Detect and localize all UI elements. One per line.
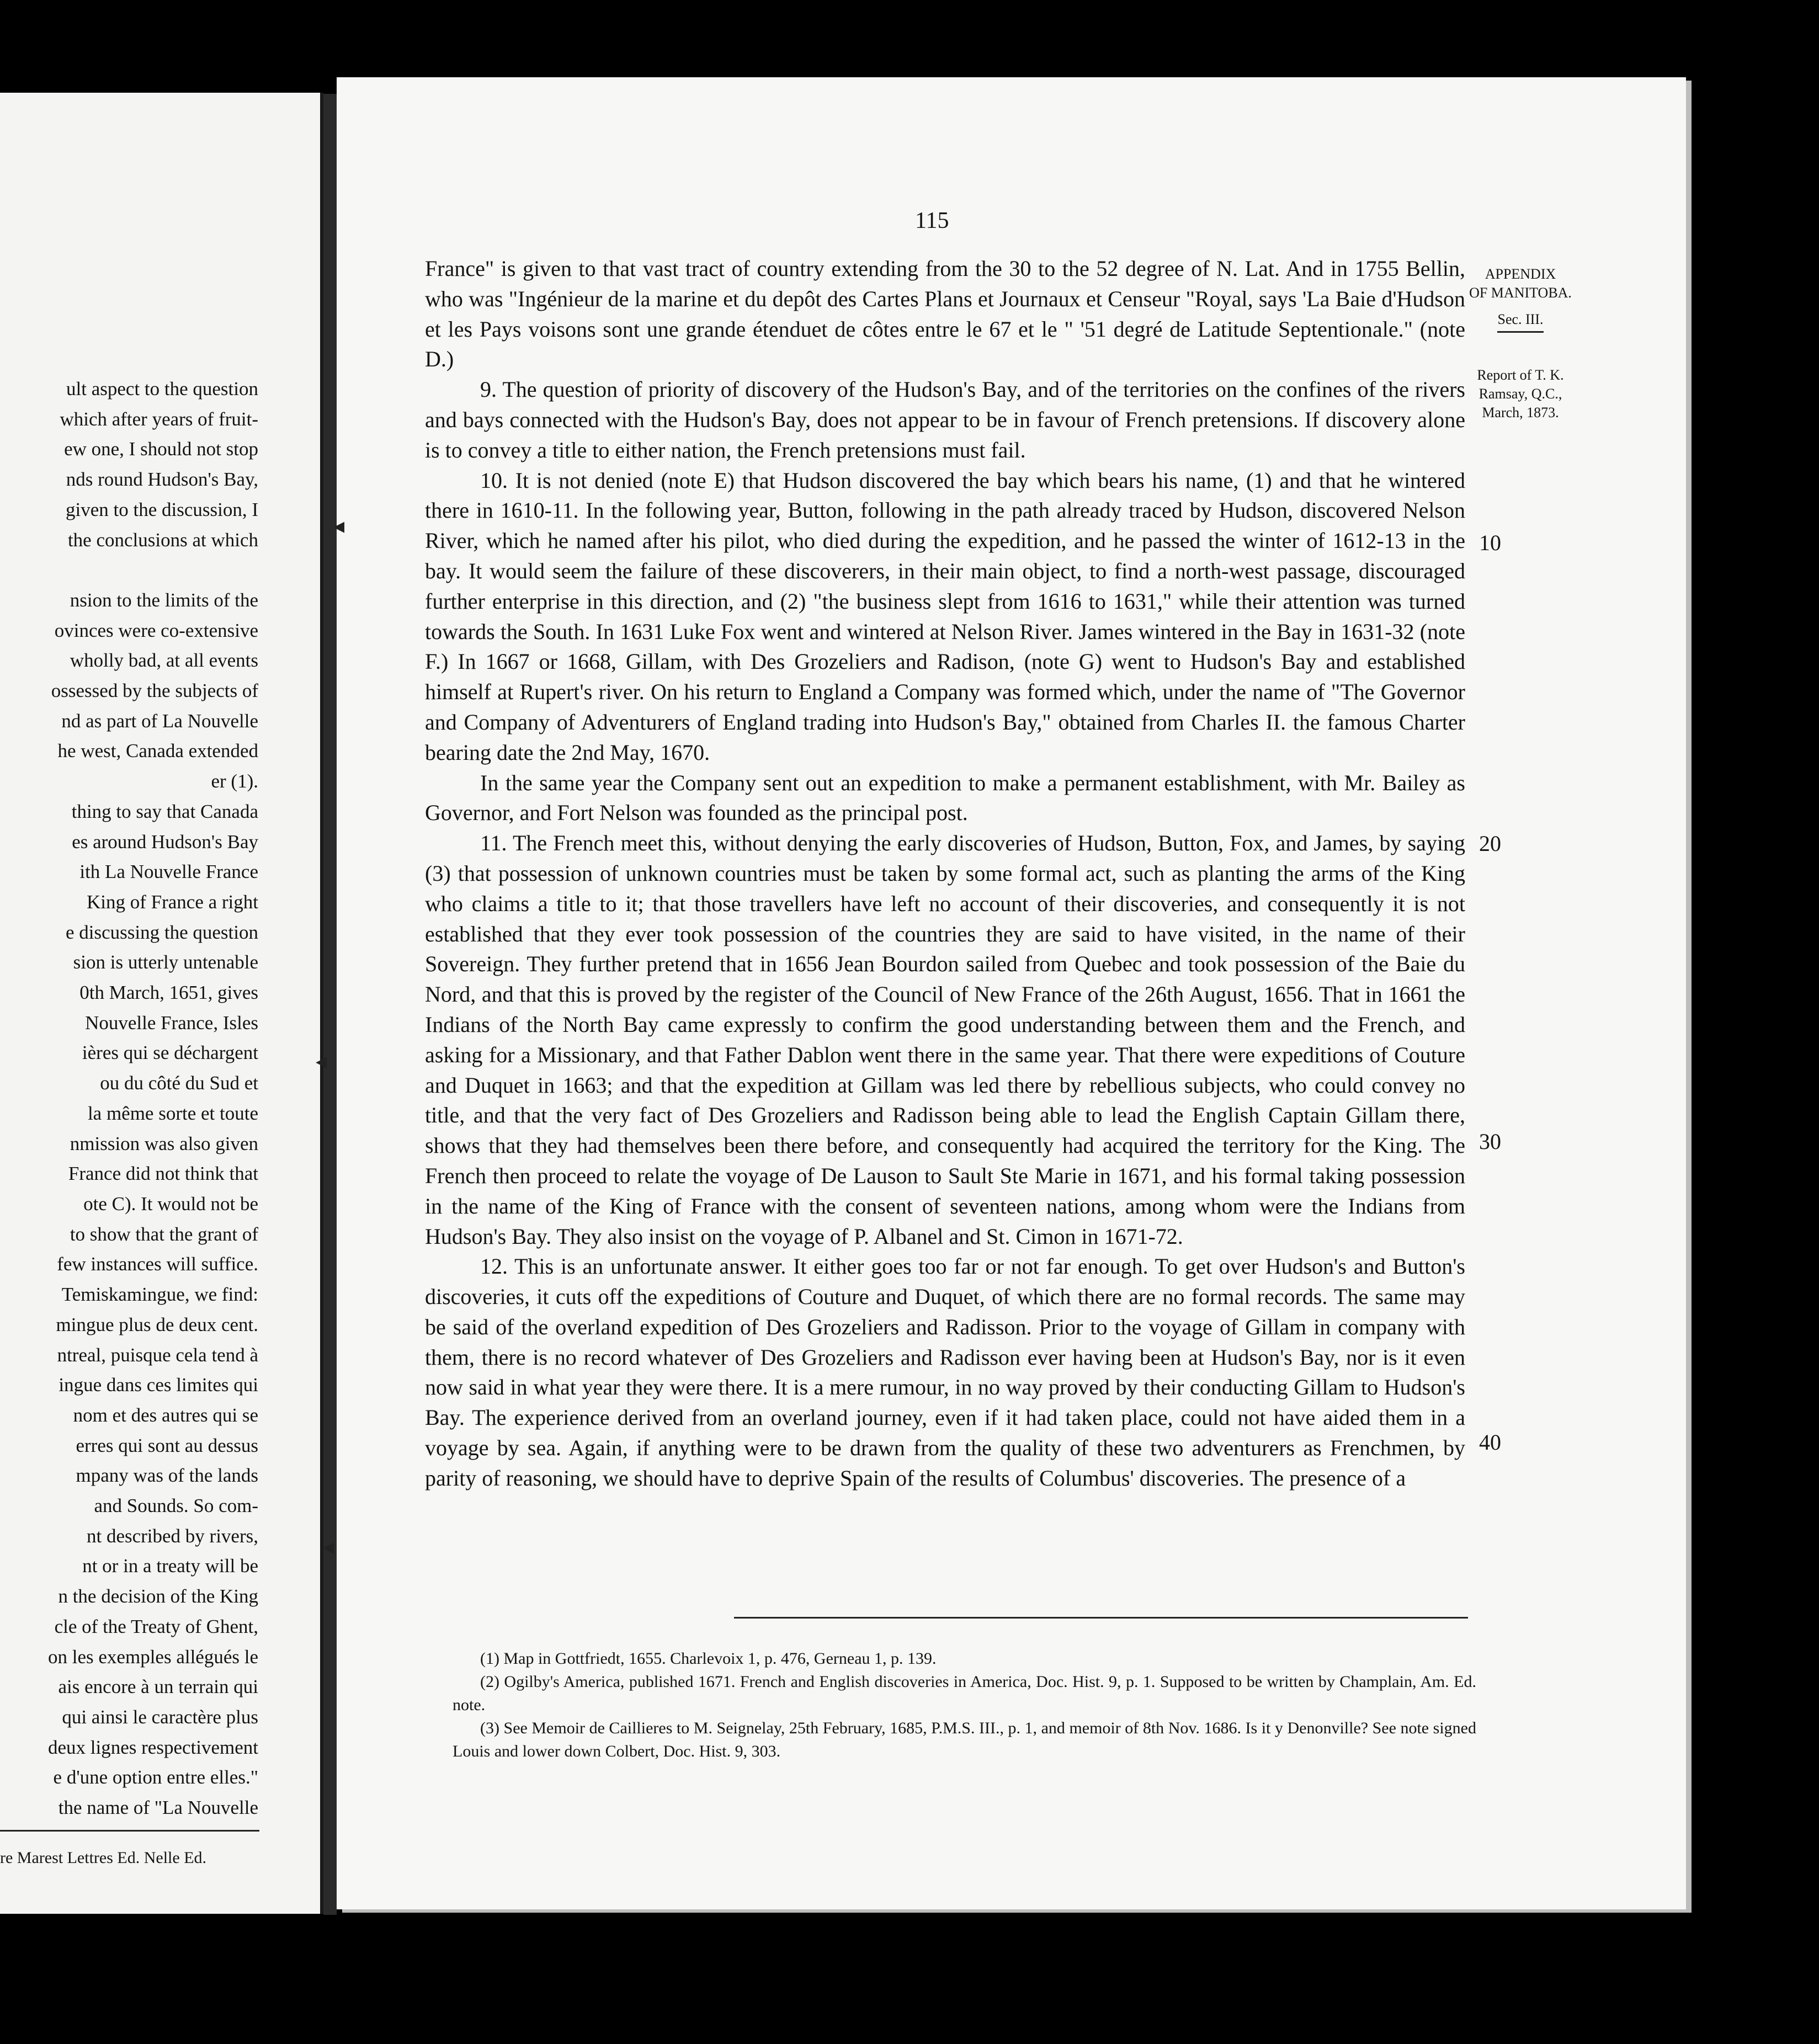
left-page-line — [0, 555, 258, 585]
paragraph: In the same year the Company sent out an expedition to make a permanent establishment, with Mr. Bailey as Governor, and Fort Nelson was founded as the principal post. — [425, 770, 1465, 826]
left-page-line: ntreal, puisque cela tend à — [57, 1344, 258, 1366]
left-page-line: nmission was also given — [70, 1132, 258, 1154]
footnote: (2) Ogilby's America, published 1671. French and English discoveries in America, Doc. Hist. 9, p. 1. Supposed to be written by Champlain, Am. Ed. note. — [453, 1673, 1476, 1714]
left-page-line: King of France a right — [86, 891, 258, 913]
left-page-line: the name of "La Nouvelle — [58, 1797, 258, 1819]
left-page-line: Temiskamingue, we find: — [61, 1284, 258, 1306]
left-page-line: wholly bad, at all events — [70, 650, 258, 672]
left-page-line: on les exemples allégués le — [48, 1646, 258, 1668]
left-page-line: nds round Hudson's Bay, — [66, 469, 258, 491]
left-page-line: nt or in a treaty will be — [82, 1555, 258, 1577]
left-page-line: e d'une option entre elles." — [53, 1766, 258, 1788]
left-page-footnote-rule — [0, 1830, 259, 1832]
footnote-rule — [734, 1617, 1468, 1619]
margin-note-report: Report of T. K. Ramsay, Q.C., March, 1873. — [1477, 367, 1564, 420]
left-page-line: nom et des autres qui se — [73, 1404, 258, 1426]
left-page-line: ote C). It would not be — [83, 1193, 258, 1215]
left-page-line: deux lignes respectivement — [48, 1736, 258, 1758]
left-page — [0, 93, 323, 1914]
line-number-30: 30 — [1479, 1129, 1501, 1154]
line-number-10: 10 — [1479, 530, 1501, 555]
left-page-line: qui ainsi le caractère plus — [62, 1706, 258, 1728]
left-page-line: ult aspect to the question — [66, 378, 258, 400]
left-page-line: and Sounds. So com- — [94, 1495, 258, 1517]
binding-clip-mark: ◂ — [333, 513, 345, 539]
body-text — [425, 254, 1465, 1494]
left-page-line: ières qui se déchargent — [82, 1042, 258, 1064]
left-page-line: e discussing the question — [66, 921, 258, 943]
left-page-line: to show that the grant of — [70, 1223, 258, 1245]
book-gutter — [323, 94, 337, 1915]
left-page-line: sion is utterly untenable — [73, 951, 258, 973]
left-page-line: cle of the Treaty of Ghent, — [54, 1615, 258, 1637]
left-page-line: er (1). — [211, 770, 258, 792]
paragraph: 10. It is not denied (note E) that Hudson discovered the bay which bears his name, (1) and that he wintered there in 1610-11. In the following year, Button, following in the path already traced by Hudson, discovered Nelson River, which he named after his pilot, who died during the expedition, and he passed the winter of 1612-13 in the bay. It would seem the failure of these discoverers, in their main object, to find a north-west passage, discouraged further enterprise in this direction, and (2) "the business slept from 1616 to 1631," while their attention was turned towards the South. In 1631 Luke Fox went and wintered at Nelson River. James wintered in the Bay in 1631-32 (note F.) In 1667 or 1668, Gillam, with Des Grozeliers and Radison, (note G) went to Hudson's Bay and established himself at Rupert's river. On his return to England a Company was formed which, under the name of "The Governor and Company of Adventurers of England trading into Hudson's Bay," obtained from Charles II. the famous Charter bearing date the 2nd May, 1670. — [425, 467, 1465, 765]
footnotes — [453, 1647, 1476, 1763]
left-page-line: thing to say that Canada — [71, 800, 258, 822]
left-page-line: la même sorte et toute — [87, 1102, 258, 1124]
left-page-line: nd as part of La Nouvelle — [61, 710, 258, 732]
left-page-line: ovinces were co-extensive — [54, 619, 258, 641]
left-page-line: Nouvelle France, Isles — [85, 1012, 258, 1034]
binding-clip-mark: ◂ — [316, 1048, 327, 1074]
left-page-line: mpany was of the lands — [76, 1465, 258, 1487]
margin-notes — [1462, 265, 1578, 422]
left-page-line: ingue dans ces limites qui — [58, 1374, 258, 1396]
left-page-line: es around Hudson's Bay — [72, 831, 258, 853]
margin-note-section: Sec. III. — [1497, 310, 1543, 333]
page-number: 115 — [915, 208, 949, 233]
left-page-line: nt described by rivers, — [86, 1525, 258, 1547]
left-page-line: the conclusions at which — [67, 529, 258, 551]
left-page-line: n the decision of the King — [58, 1585, 258, 1607]
left-page-line: ew one, I should not stop — [64, 438, 258, 460]
line-number-20: 20 — [1479, 831, 1501, 856]
left-page-line: few instances will suffice. — [57, 1253, 258, 1275]
left-page-line: which after years of fruit- — [60, 408, 258, 430]
left-page-line: nsion to the limits of the — [70, 589, 258, 611]
left-page-line: ith La Nouvelle France — [79, 861, 258, 883]
left-page-line: given to the discussion, I — [66, 498, 258, 520]
left-page-line: erres qui sont au dessus — [76, 1434, 258, 1456]
paragraph: 11. The French meet this, without denying the early discoveries of Hudson, Button, Fox, and James, by saying (3) that possession of unknown countries must be taken by some formal act, such as planting the arms of the King who claims a title to it; that those travellers have left no account of their discoveries, and consequently it is not established that they ever took possession of the countries they are said to have visited, in the name of their Sovereign. They further pretend that in 1656 Jean Bourdon sailed from Quebec and took possession of the Baie du Nord, and that this is proved by the register of the Council of New France of the 26th August, 1656. That in 1661 the Indians of the North Bay came expressly to confirm the good understanding between them and the French, and asking for a Missionary, and that Father Dablon went there in the same year. That there were expeditions of Couture and Duquet in 1663; and that the expedition at Gillam was led there by rebellious subjects, who could convey no title, and that the very fact of Des Grozeliers and Radisson being able to lead the English Captain Gillam there, shows that they had themselves been there before, and consequently had acquired the territory for the King. The French then proceed to relate the voyage of De Lauson to Sault Ste Marie in 1671, and his formal taking possession in the name of the King of France with the consent of seventeen nations, among whom were the Indians from Hudson's Bay. They also insist on the voyage of P. Albanel and St. Cimon in 1671-72. — [425, 831, 1465, 1249]
paragraph: France" is given to that vast tract of country extending from the 30 to the 52 degree of N. Lat. And in 1755 Bellin, who was "Ingénieur de la marine et du depôt des Cartes Plans et Journaux et Censeur "Royal, says 'La Baie d'Hudson et les Pays voisons sont une grande étenduet de côtes entre le 67 et le " '51 degré de Latitude Septentionale." (note D.) — [425, 256, 1465, 372]
line-number-40: 40 — [1479, 1430, 1501, 1455]
left-page-line: ou du côté du Sud et — [100, 1072, 258, 1094]
left-page-line: France did not think that — [68, 1163, 258, 1185]
paragraph: 12. This is an unfortunate answer. It either goes too far or not far enough. To get over Hudson's and Button's discoveries, it cuts off the expeditions of Couture and Duquet, of which there are no formal records. The same may be said of the overland expedition of Des Grozeliers and Radisson. Prior to the voyage of Gillam in company with them, there is no record whatever of Des Grozeliers and Radisson ever having been at Hudson's Bay, nor is it even now said in what year they were there. It is a mere rumour, in no way proved by their conducting Gillam to Hudson's Bay. The experience derived from an overland journey, even if it had taken place, could not have aided them in a voyage by sea. Again, if anything were to be drawn from the quality of these two adventurers as Frenchmen, by parity of reasoning, we should have to deprive Spain of the results of Columbus' discoveries. The presence of a — [425, 1254, 1465, 1491]
footnote: (1) Map in Gottfriedt, 1655. Charlevoix 1, p. 476, Gerneau 1, p. 139. — [480, 1649, 937, 1668]
left-page-line: ossessed by the subjects of — [51, 680, 258, 702]
left-page-footnote: re Marest Lettres Ed. Nelle Ed. — [0, 1849, 207, 1867]
paragraph: 9. The question of priority of discovery of the Hudson's Bay, and of the territories on the confines of the rivers and bays connected with the Hudson's Bay, does not appear to be in favour of French pretensions. If discovery alone is to convey a title to either nation, the French pretensions must fail. — [425, 377, 1465, 462]
margin-note-appendix: APPENDIX — [1485, 266, 1556, 282]
footnote: (3) See Memoir de Caillieres to M. Seignelay, 25th February, 1685, P.M.S. III., p. 1, and memoir of 8th Nov. 1686. Is it y Denonville? See note signed Louis and lower down Colbert, Doc. Hist. 9, 303. — [453, 1719, 1476, 1760]
left-page-line: 0th March, 1651, gives — [79, 982, 258, 1004]
left-page-line: he west, Canada extended — [57, 740, 258, 762]
binding-clip-mark: ◂ — [323, 1534, 334, 1559]
left-page-line: ais encore à un terrain qui — [58, 1676, 258, 1698]
margin-note-manitoba: OF MANITOBA. — [1469, 285, 1572, 301]
left-page-line: mingue plus de deux cent. — [56, 1313, 258, 1335]
left-page-column — [0, 374, 258, 1823]
